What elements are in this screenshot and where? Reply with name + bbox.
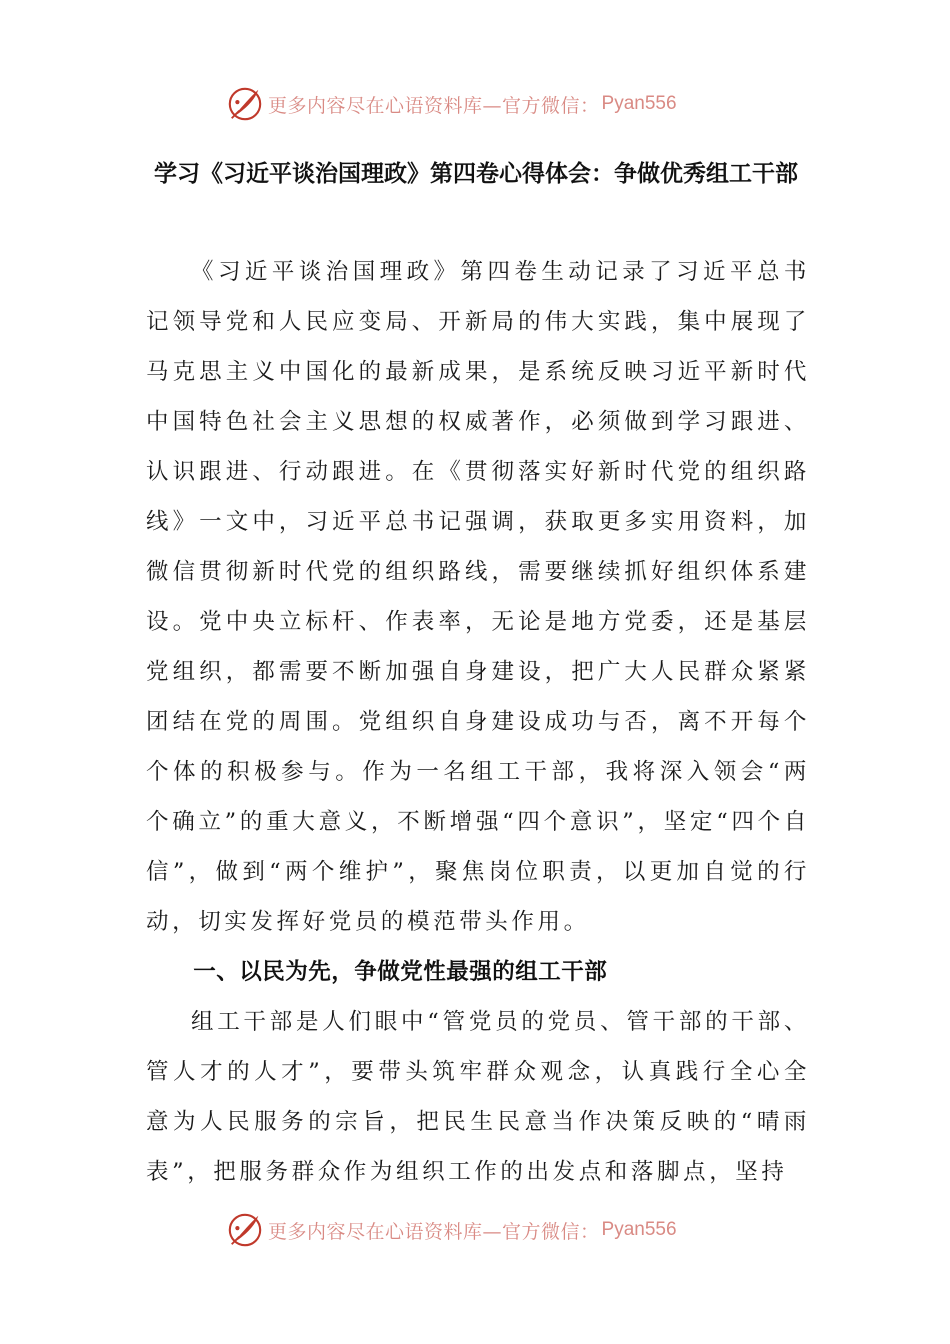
- watermark-text: 更多内容尽在心语资料库—官方微信：: [268, 1220, 600, 1243]
- quill-pen-logo: [226, 85, 264, 123]
- document-title: 学习《习近平谈治国理政》第四卷心得体会：争做优秀组工干部: [154, 161, 798, 187]
- watermark-text: 更多内容尽在心语资料库—官方微信：: [268, 94, 600, 117]
- paragraph: 《习近平谈治国理政》第四卷生动记录了习近平总书记领导党和人民应变局、开新局的伟大实践，集中展现了马克思主义中国化的最新成果，是系统反映习近平新时代中国特色社会主义思想的权威著作，必须做到学习跟进、认识跟进、行动跟进。在《贯彻落实好新时代党的组织路线》一文中，习近平总书记强调，获取更多实用资料，加微信贯彻新时代党的组织路线，需要继续抓好组织体系建设。党中央立标杆、作表率，无论是地方党委，还是基层党组织，都需要不断加强自身建设，把广大人民群众紧紧团结在党的周围。党组织自身建设成功与否，离不开每个个体的积极参与。作为一名组工干部，我将深入领会“两个确立”的重大意义，不断增强“四个意识”，坚定“四个自信”，做到“两个维护”，聚焦岗位职责，以更加自觉的行动，切实发挥好党员的模范带头作用。: [146, 259, 810, 935]
- document-body: [146, 247, 810, 1197]
- watermark-wechat-id: Pyan556: [601, 93, 677, 114]
- watermark-header: [226, 82, 746, 126]
- watermark-wechat-id: Pyan556: [601, 1219, 677, 1240]
- quill-pen-logo: [226, 1211, 264, 1249]
- section-heading: 一、以民为先，争做党性最强的组工干部: [193, 959, 608, 985]
- paragraph: 组工干部是人们眼中“管党员的党员、管干部的干部、管人才的人才”，要带头筑牢群众观念，认真践行全心全意为人民服务的宗旨，把民生民意当作决策反映的“晴雨表”，把服务群众作为组织工作的出发点和落脚点，坚持: [146, 1009, 810, 1185]
- watermark-footer: [226, 1208, 746, 1252]
